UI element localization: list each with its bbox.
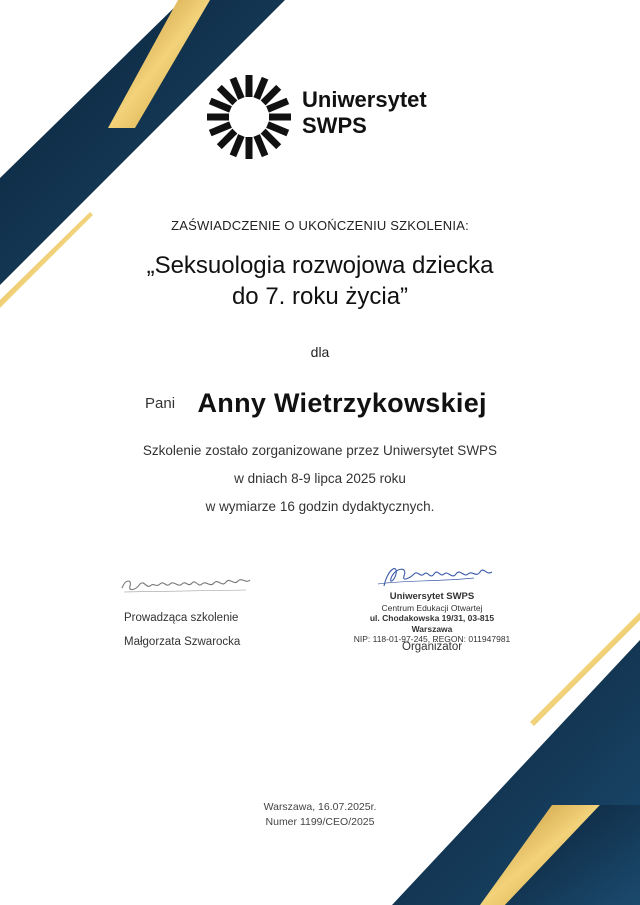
description-line-2: w dniach 8-9 lipca 2025 roku	[234, 471, 406, 486]
recipient-name: Anny Wietrzykowskiej	[197, 388, 487, 418]
recipient	[145, 388, 545, 419]
swps-logo-mark-icon	[205, 73, 293, 161]
stamp-line-4: NIP: 118-01-97-245, REGON: 011947981	[353, 634, 511, 644]
dla-label: dla	[310, 344, 330, 360]
course-title-line-2: do 7. roku życia”	[231, 283, 409, 310]
right-signature-role: Organizator	[402, 641, 463, 653]
footer-number: Numer 1199/CEO/2025	[265, 816, 375, 828]
logo-line-1: Uniwersytet	[302, 87, 427, 112]
left-handwritten-signature	[118, 568, 258, 596]
university-logo	[205, 73, 445, 161]
logo-wordmark	[302, 87, 427, 139]
description-line-3: w wymiarze 16 godzin dydaktycznych.	[205, 499, 435, 514]
organizer-stamp	[352, 592, 512, 645]
description-line-1: Szkolenie zostało zorganizowane przez Uniwersytet SWPS	[142, 443, 498, 458]
course-title-line-1: „Seksuologia rozwojowa dziecka	[146, 252, 494, 279]
logo-line-2: SWPS	[302, 113, 367, 138]
left-signature-name: Małgorzata Szwarocka	[124, 636, 241, 648]
stamp-line-1: Uniwersytet SWPS	[389, 591, 475, 602]
certificate-heading: ZAŚWIADCZENIE O UKOŃCZENIU SZKOLENIA:	[171, 218, 469, 233]
footer-place-date: Warszawa, 16.07.2025r.	[263, 801, 377, 813]
recipient-salutation: Pani	[145, 395, 176, 412]
right-handwritten-signature	[374, 560, 504, 592]
stamp-line-2: Centrum Edukacji Otwartej	[381, 602, 483, 613]
stamp-line-3: ul. Chodakowska 19/31, 03-815 Warszawa	[369, 613, 495, 634]
left-signature-role: Prowadząca szkolenie	[124, 612, 239, 624]
